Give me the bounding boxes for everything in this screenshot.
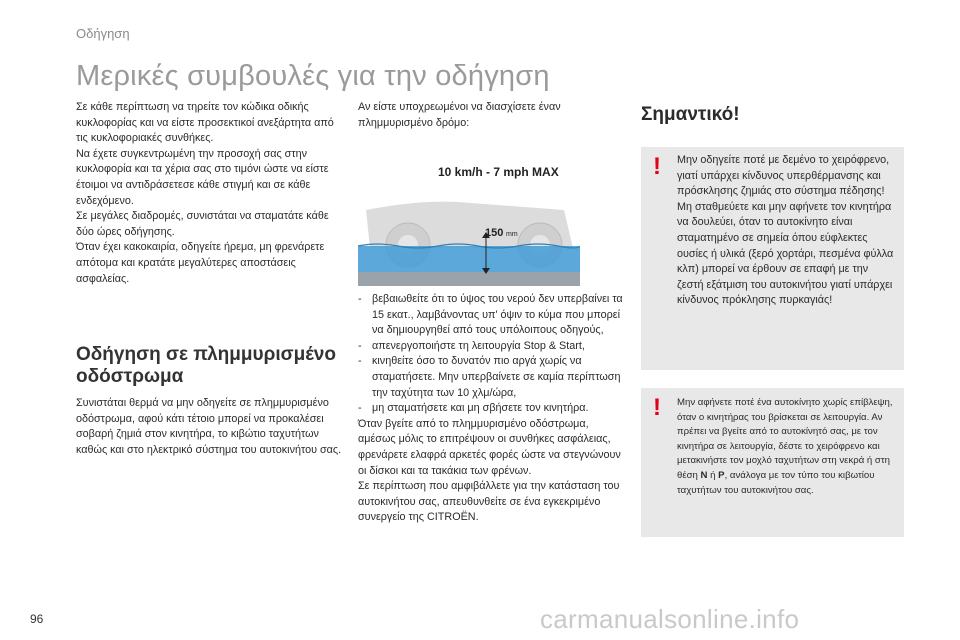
list-item-text: απενεργοποιήστε τη λειτουργία Stop & Start, (372, 339, 585, 352)
flood-heading: Οδήγηση σε πλημμυρισμένο οδόστρωμα (76, 344, 336, 387)
flood-paragraph: Συνιστάται θερμά να μην οδηγείτε σε πλημμυρισμένο οδόστρωμα, αφού κάτι τέτοιο μπορεί να προκαλέσει σοβαρή ζημιά στον κινητήρα, το κιβώτιο ταχυτήτων καθώς και στο ηλεκτρικό σύστημα του αυτοκινήτου σας. (76, 397, 342, 456)
road-surface (358, 272, 580, 286)
paragraph: Να έχετε συγκεντρωμένη την προσοχή σας στην κυκλοφορία και τα χέρια σας στο τιμόνι ώστε να είστε έτοιμοι να αντιδράσετεσε κάθε στιγμή και σε κάθε ενδεχόμενο. (76, 147, 329, 207)
water-level (358, 246, 580, 274)
warning-box-unattended (641, 388, 904, 537)
page-title: Μερικές συμβουλές για την οδήγηση (76, 60, 550, 92)
list-item-text: κινηθείτε όσο το δυνατόν πιο αργά χωρίς να σταματήσετε. Μην υπερβαίνετε σε καμία περίπτωση την ταχύτητα των 10 χλμ/ώρα, (372, 355, 621, 399)
exclamation-icon: ! (653, 394, 661, 421)
watermark: carmanualsonline.info (540, 604, 800, 634)
list-item: - βεβαιωθείτε ότι το ύψος του νερού δεν υπερβαίνει τα 15 εκατ., λαμβάνοντας υπ' όψιν το κύμα που μπορεί να δημιουργηθεί από τους υπόλοιπους οδηγούς, (358, 293, 623, 337)
speed-label: 10 km/h - 7 mph MAX (438, 165, 559, 179)
warning-text: Μη σταθμεύετε και μην αφήνετε τον κινητήρα να δουλεύει, όταν το αυτοκίνητο είναι σταματημένο σε σημεία όπου εύφλεκτες ουσίες ή υλικά (ξερό χορτάρι, πεσμένα φύλλα κλπ) μπορεί να έρθουν σε επαφή με την ζεστή εξάτμιση του αυτοκινήτου γιατί υπάρχει κίνδυνος πρόκλησης πυρκαγιάς! (677, 200, 894, 307)
dealer-paragraph: Σε περίπτωση που αμφιβάλλετε για την κατάσταση του αυτοκινήτου σας, απευθυνθείτε σε ένα εγκεκριμένο συνεργείο της CITROËN. (358, 480, 620, 524)
flood-illustration (358, 150, 580, 286)
list-item: - απενεργοποιήστε τη λειτουργία Stop & Start, (358, 339, 585, 352)
paragraph: Σε κάθε περίπτωση να τηρείτε τον κώδικα οδικής κυκλοφορίας και να είστε προσεκτικοί ανεξάρτητα από τις κυκλοφοριακές συνθήκες. (76, 101, 334, 145)
list-item: - μη σταματήσετε και μη σβήσετε τον κινητήρα. (358, 402, 589, 415)
list-item-text: βεβαιωθείτε ότι το ύψος του νερού δεν υπερβαίνει τα 15 εκατ., λαμβάνοντας υπ' όψιν το κύμα που μπορεί να δημιουργηθεί από τους υπόλοιπους οδηγούς, (372, 293, 623, 337)
warning-text: Μην αφήνετε ποτέ ένα αυτοκίνητο χωρίς επίβλεψη, όταν ο κινητήρας του βρίσκεται σε λειτουργία. Αν πρέπει να βγείτε από το αυτοκίνητό σας, με τον κινητήρα σε λειτουργία, δέστε το χειρόφρενο και μετακινήστε τον μοχλό ταχυτήτων στη νεκρά ή στη θέση N ή P, ανάλογα με τον τύπο του κιβωτίου ταχυτήτων του αυτοκινήτου σας. (677, 397, 893, 496)
list-item-text: μη σταματήσετε και μη σβήσετε τον κινητήρα. (372, 402, 589, 415)
paragraph: Σε μεγάλες διαδρομές, συνιστάται να σταματάτε κάθε δύο ώρες οδήγησης. (76, 210, 329, 238)
section-label: Οδήγηση (76, 26, 130, 41)
depth-unit: mm (506, 231, 518, 238)
gear-p: P (718, 469, 725, 481)
after-flood-paragraph: Όταν βγείτε από το πλημμυρισμένο οδόστρωμα, αμέσως μόλις το επιτρέψουν οι συνθήκες ασφάλειας, φρενάρετε ελαφρά αρκετές φορές ώστε να στεγνώνουν οι δίσκοι και τα τακάκια των φρένων. (358, 417, 621, 477)
list-item: - κινηθείτε όσο το δυνατόν πιο αργά χωρίς να σταματήσετε. Μην υπερβαίνετε σε καμία περίπτωση την ταχύτητα των 10 χλμ/ώρα, (358, 355, 621, 399)
important-heading: Σημαντικό! (641, 104, 740, 125)
flood-intro: Αν είστε υποχρεωμένοι να διασχίσετε έναν πλημμυρισμένο δρόμο: (358, 101, 561, 129)
page-number: 96 (30, 612, 44, 626)
warning-text: Μην οδηγείτε ποτέ με δεμένο το χειρόφρενο, γιατί υπάρχει κίνδυνος υπερθέρμανσης και πρόσκλησης ζημιάς στο σύστημα πέδησης! (677, 154, 890, 198)
warning-box-handbrake (641, 147, 904, 370)
paragraph: Όταν έχει κακοκαιρία, οδηγείτε ήρεμα, μη φρενάρετε απότομα και κρατάτε μεγαλύτερες αποστάσεις ασφαλείας. (76, 241, 325, 285)
exclamation-icon: ! (653, 153, 661, 180)
intro-text (76, 100, 344, 287)
depth-label: 150 (485, 227, 504, 239)
gear-n: N (700, 469, 708, 481)
flood-instructions (358, 292, 628, 526)
